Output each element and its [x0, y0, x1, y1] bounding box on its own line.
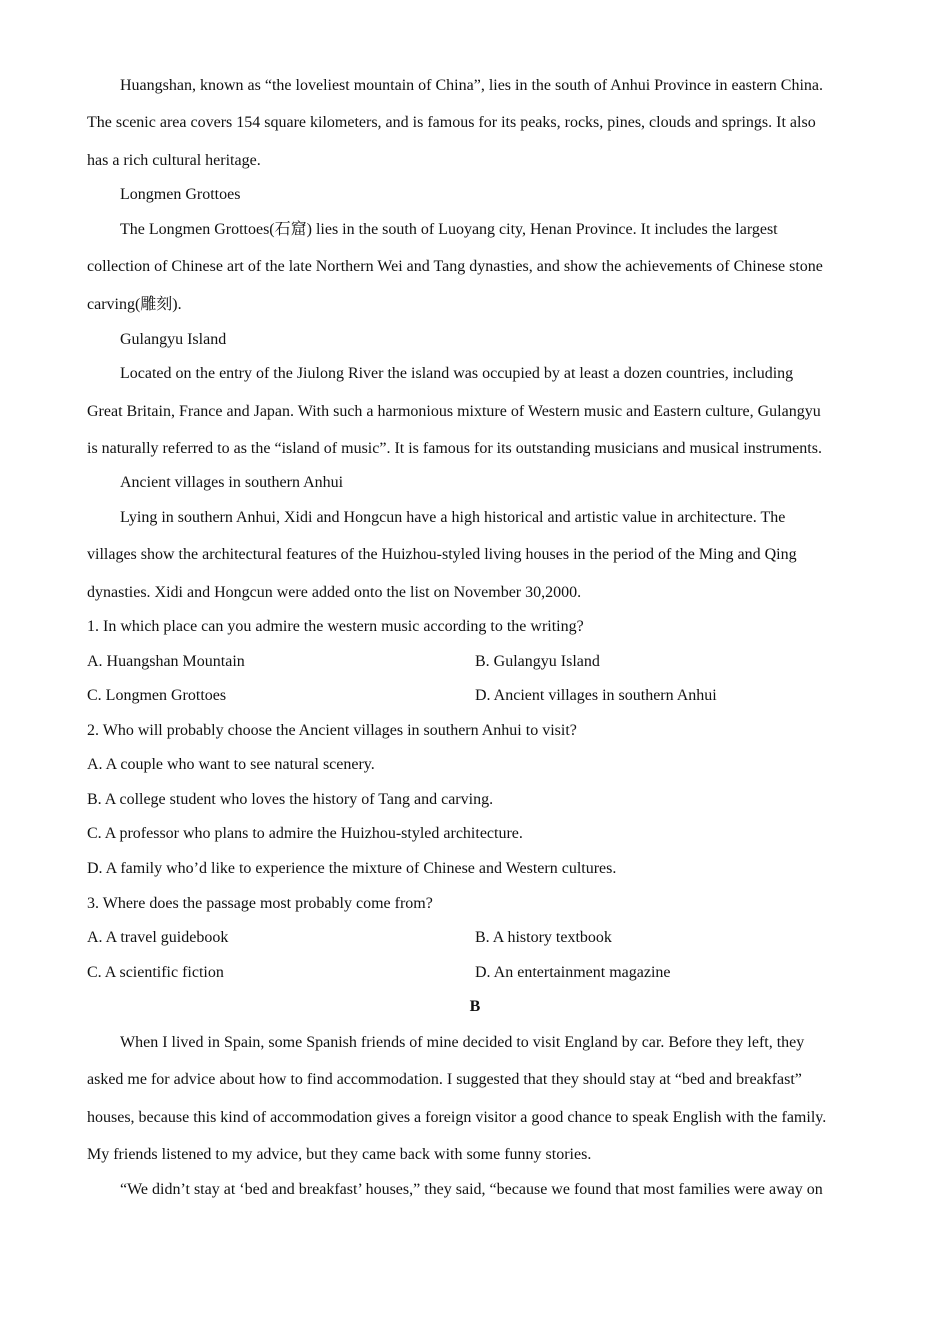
gulangyu-line-1: Located on the entry of the Jiulong River the island was occupied by at least a dozen countries, including: [120, 365, 794, 382]
gulangyu-line-3: is naturally referred to as the “island of music”. It is famous for its outstanding musicians and musical instruments.: [87, 440, 822, 457]
passage-b-line-5: “We didn’t stay at ‘bed and breakfast’ houses,” they said, “because we found that most families were away on: [120, 1181, 823, 1198]
question-1-option-b[interactable]: B. Gulangyu Island: [475, 653, 600, 670]
question-3-option-a[interactable]: A. A travel guidebook: [87, 929, 229, 946]
longmen-line-3: carving(雕刻).: [87, 296, 182, 313]
question-3-stem: 3. Where does the passage most probably come from?: [87, 895, 433, 912]
huangshan-line-2: The scenic area covers 154 square kilometers, and is famous for its peaks, rocks, pines, clouds and springs. It also: [87, 114, 816, 131]
gulangyu-heading: Gulangyu Island: [120, 331, 227, 348]
gulangyu-line-2: Great Britain, France and Japan. With such a harmonious mixture of Western music and Eastern culture, Gulangyu: [87, 403, 821, 420]
anhui-line-1: Lying in southern Anhui, Xidi and Hongcun have a high historical and artistic value in architecture. The: [120, 509, 786, 526]
question-1-option-a[interactable]: A. Huangshan Mountain: [87, 653, 245, 670]
passage-b-line-2: asked me for advice about how to find accommodation. I suggested that they should stay at “bed and breakfast”: [87, 1071, 802, 1088]
question-2-option-b[interactable]: B. A college student who loves the history of Tang and carving.: [87, 791, 494, 808]
question-3-option-d[interactable]: D. An entertainment magazine: [475, 964, 671, 981]
huangshan-line-1: Huangshan, known as “the loveliest mountain of China”, lies in the south of Anhui Province in eastern China.: [120, 77, 823, 94]
section-b-heading: B: [469, 998, 481, 1015]
question-1-option-d[interactable]: D. Ancient villages in southern Anhui: [475, 687, 717, 704]
longmen-line-2: collection of Chinese art of the late Northern Wei and Tang dynasties, and show the achievements of Chinese stone: [87, 258, 823, 275]
question-2-stem: 2. Who will probably choose the Ancient villages in southern Anhui to visit?: [87, 722, 577, 739]
anhui-line-2: villages show the architectural features of the Huizhou-styled living houses in the period of the Ming and Qing: [87, 546, 797, 563]
passage-b-line-1: When I lived in Spain, some Spanish friends of mine decided to visit England by car. Before they left, they: [120, 1034, 805, 1051]
passage-b-line-3: houses, because this kind of accommodation gives a foreign visitor a good chance to speak English with the family.: [87, 1109, 827, 1126]
huangshan-line-3: has a rich cultural heritage.: [87, 152, 261, 169]
question-2-option-a[interactable]: A. A couple who want to see natural scenery.: [87, 756, 375, 773]
question-1-stem: 1. In which place can you admire the western music according to the writing?: [87, 618, 584, 635]
question-2-option-d[interactable]: D. A family who’d like to experience the mixture of Chinese and Western cultures.: [87, 860, 617, 877]
question-2-option-c[interactable]: C. A professor who plans to admire the Huizhou-styled architecture.: [87, 825, 523, 842]
longmen-heading: Longmen Grottoes: [120, 186, 241, 203]
anhui-heading: Ancient villages in southern Anhui: [120, 474, 344, 491]
passage-b-line-4: My friends listened to my advice, but they came back with some funny stories.: [87, 1146, 592, 1163]
question-3-option-c[interactable]: C. A scientific fiction: [87, 964, 224, 981]
anhui-line-3: dynasties. Xidi and Hongcun were added onto the list on November 30,2000.: [87, 584, 582, 601]
question-3-option-b[interactable]: B. A history textbook: [475, 929, 612, 946]
longmen-line-1: The Longmen Grottoes(石窟) lies in the south of Luoyang city, Henan Province. It includes the largest: [120, 221, 778, 238]
question-1-option-c[interactable]: C. Longmen Grottoes: [87, 687, 227, 704]
